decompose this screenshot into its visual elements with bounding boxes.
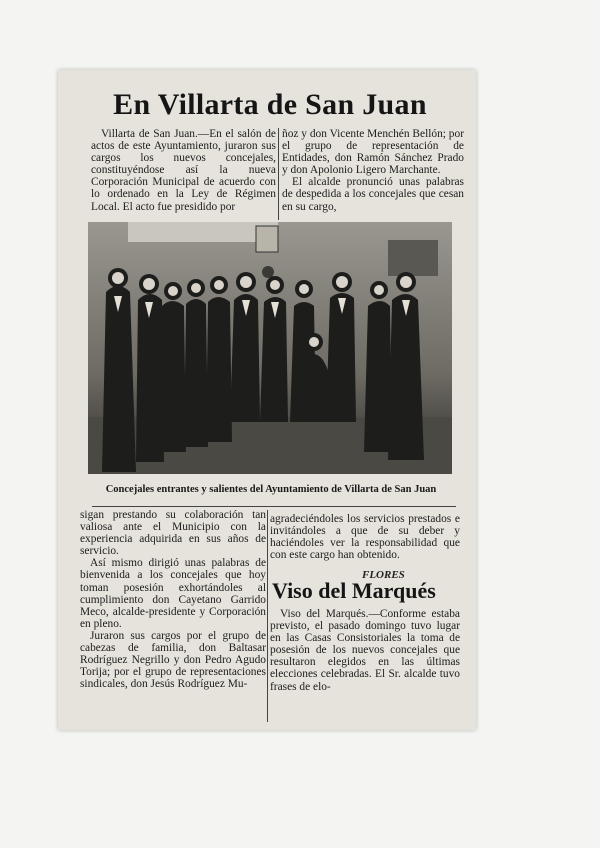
paragraph: agradeciéndoles los servicios prestados e invitándoles a que de su deber y haciéndoles ver la responsabilidad que con este cargo han obtenido.: [270, 513, 460, 562]
article-column-1: [91, 128, 276, 213]
byline: FLORES: [362, 569, 405, 581]
paragraph: Juraron sus cargos por el grupo de cabezas de familia, don Baltasar Rodríguez Negrillo y don Pedro Agudo Torija; por el grupo de representaciones sindicales, don Jesús Rodríguez Mu-: [80, 629, 266, 691]
paragraph: El alcalde pronunció unas palabras de despedida a los concejales que cesan en su cargo,: [282, 176, 464, 213]
column-divider: [278, 128, 279, 220]
caption-rule: [92, 506, 456, 507]
paragraph: Villarta de San Juan.—En el salón de actos de este Ayuntamiento, juraron sus cargos los nuevos concejales, constituyéndose así la nueva Corporación Municipal de acuerdo con lo ordenado en la Ley de Régimen Local. El acto fue presidido por: [91, 128, 276, 213]
column-divider: [267, 510, 268, 722]
group-photo-image: [88, 222, 452, 474]
article-column-3: [80, 509, 266, 690]
article-headline: En Villarta de San Juan: [113, 88, 427, 121]
paragraph: sigan prestando su colaboración tan valiosa ante el Municipio con la experiencia adquirida en sus años de servicio.: [80, 509, 266, 558]
paragraph: ñoz y don Vicente Menchén Bellón; por el grupo de representación de Entidades, don Ramón Sánchez Prado y don Apolonio Ligero Marchante.: [282, 128, 464, 177]
photo-caption: Concejales entrantes y salientes del Ayuntamiento de Villarta de San Juan: [105, 484, 437, 495]
paragraph: Así mismo dirigió unas palabras de bienvenida a los concejales que hoy toman posesión exhortándoles al cumplimiento don Cayetano Garrido Meco, alcalde-presidente y Corporación en pleno.: [80, 557, 266, 630]
article-column-2: [282, 128, 464, 213]
article2-body: [270, 608, 460, 693]
section-headline: Viso del Marqués: [272, 578, 436, 603]
group-photo: [88, 222, 452, 474]
article-column-4: [270, 513, 460, 561]
paragraph: Viso del Marqués.—Conforme estaba previsto, el pasado domingo tuvo lugar en las Casas Consistoriales la toma de posesión de los nuevos concejales que resultaron elegidos en las últimas elecciones celebradas. El Sr. alcalde tuvo frases de elo-: [270, 608, 460, 693]
